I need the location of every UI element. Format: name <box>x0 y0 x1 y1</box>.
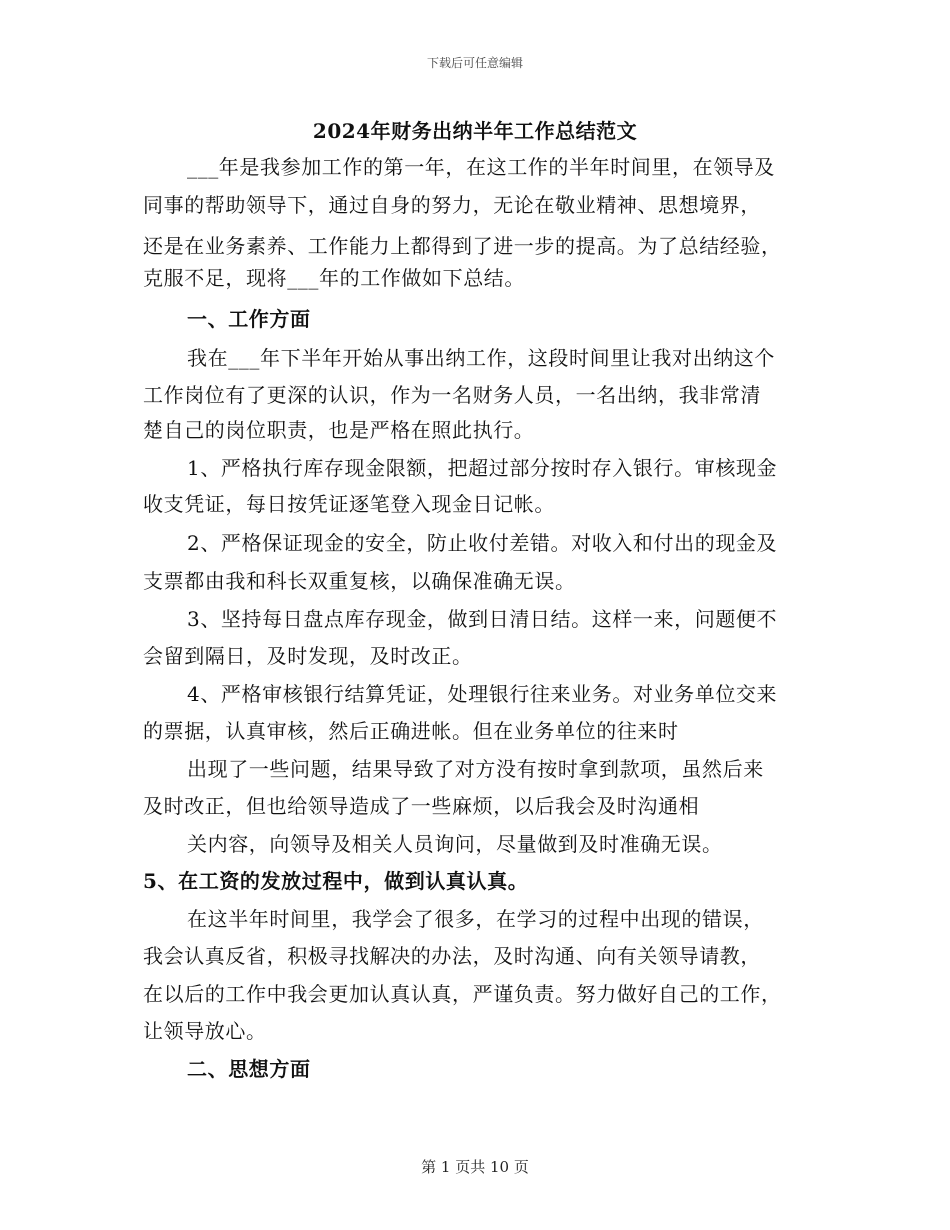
paragraph-line: 同事的帮助领导下，通过自身的努力，无论在敬业精神、思想境界， <box>143 193 761 217</box>
document-title: 2024年财务出纳半年工作总结范文 <box>312 119 638 143</box>
section-heading: 二、思想方面 <box>187 1057 311 1081</box>
page-footer: 第 1 页共 10 页 <box>421 1158 529 1176</box>
paragraph-line: 4、严格审核银行结算凭证，处理银行往来业务。对业务单位交来 <box>187 682 778 706</box>
header-note: 下载后可任意编辑 <box>426 56 523 70</box>
paragraph-line: 及时改正，但也给领导造成了一些麻烦，以后我会及时沟通相 <box>143 794 700 818</box>
paragraph-line: 3、坚持每日盘点库存现金，做到日清日结。这样一来，问题便不 <box>187 607 778 631</box>
paragraph-line: 1、严格执行库存现金限额，把超过部分按时存入银行。审核现金 <box>187 456 778 480</box>
paragraph-line: 楚自己的岗位职责，也是严格在照此执行。 <box>143 418 535 442</box>
paragraph-line: 克服不足，现将___年的工作做如下总结。 <box>143 266 525 290</box>
paragraph-line: 关内容，向领导及相关人员询问，尽量做到及时准确无误。 <box>187 832 723 856</box>
paragraph-line: 支票都由我和科长双重复核，以确保准确无误。 <box>143 569 576 593</box>
paragraph-line: 会留到隔日，及时发现，及时改正。 <box>143 644 473 668</box>
paragraph-line: 的票据，认真审核，然后正确进帐。但在业务单位的往来时 <box>143 719 679 743</box>
paragraph-line: 出现了一些问题，结果导致了对方没有按时拿到款项，虽然后来 <box>187 757 764 781</box>
section-heading: 5、在工资的发放过程中，做到认真认真。 <box>143 869 529 893</box>
paragraph-line: 让领导放心。 <box>143 1019 267 1043</box>
paragraph-line: 工作岗位有了更深的认识，作为一名财务人员，一名出纳，我非常清 <box>143 383 761 407</box>
section-heading: 一、工作方面 <box>187 307 311 331</box>
paragraph-line: 2、严格保证现金的安全，防止收付差错。对收入和付出的现金及 <box>187 531 778 555</box>
paragraph-line: 在这半年时间里，我学会了很多，在学习的过程中出现的错误， <box>187 907 764 931</box>
paragraph-line: 我在___年下半年开始从事出纳工作，这段时间里让我对出纳这个 <box>187 346 775 370</box>
paragraph-line: 收支凭证，每日按凭证逐笔登入现金日记帐。 <box>143 492 555 516</box>
paragraph-line: 在以后的工作中我会更加认真认真，严谨负责。努力做好自己的工作， <box>143 982 782 1006</box>
paragraph-line: 还是在业务素养、工作能力上都得到了进一步的提高。为了总结经验， <box>143 234 782 258</box>
paragraph-line: 我会认真反省，积极寻找解决的办法，及时沟通、向有关领导请教， <box>143 944 761 968</box>
paragraph-line: ___年是我参加工作的第一年，在这工作的半年时间里，在领导及 <box>187 155 775 179</box>
